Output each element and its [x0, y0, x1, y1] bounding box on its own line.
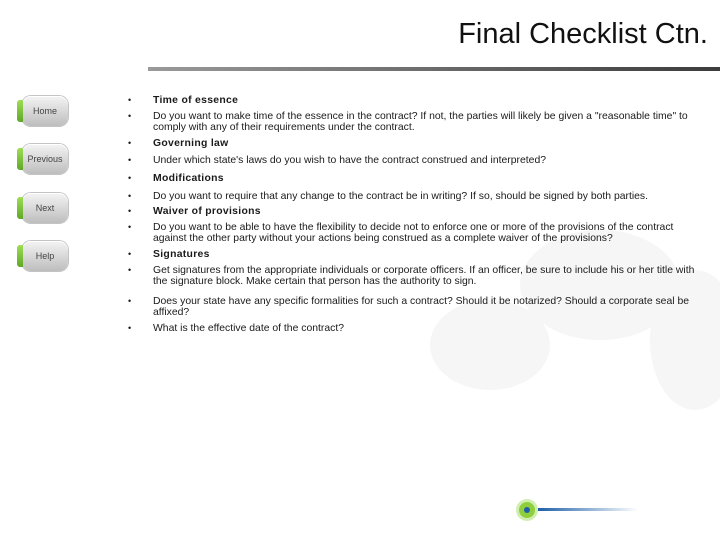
item-text: Does your state have any specific formalities for such a contract? Should it be notarized? Should a corporate seal be affixed? — [153, 295, 689, 319]
list-item — [128, 138, 698, 150]
item-text: Get signatures from the appropriate individuals or corporate officers. If an officer, be sure to include his or her title with the signature block. Make certain that person has the authority to sign. — [153, 264, 695, 288]
list-item — [128, 323, 698, 335]
list-item — [128, 191, 698, 203]
previous-button-label: Previous — [27, 154, 63, 164]
item-text: Under which state's laws do you wish to have the contract construed and interpreted? — [153, 155, 547, 167]
bullet: • — [128, 221, 132, 232]
list-item — [128, 265, 698, 288]
item-heading: Waiver of provisions — [153, 206, 261, 218]
list-item — [128, 206, 698, 218]
list-item — [128, 296, 698, 319]
home-button[interactable] — [22, 96, 68, 126]
logo-icon — [519, 502, 535, 518]
item-text: Do you want to require that any change to the contract be in writing? If so, should be signed by both parties. — [153, 190, 649, 202]
bullet: • — [128, 172, 132, 183]
next-button-label: Next — [35, 203, 55, 213]
home-button-label: Home — [32, 106, 57, 116]
bullet: • — [128, 95, 132, 105]
bullet: • — [128, 206, 132, 217]
bullet: • — [128, 155, 132, 166]
item-text: Do you want to make time of the essence in the contract? If not, the parties will likely be given a "reasonable time" to comply with any of their requirements under the contract. — [153, 110, 688, 134]
title-underline — [148, 67, 720, 71]
item-heading: Signatures — [153, 248, 210, 260]
list-item — [128, 173, 698, 185]
bullet: • — [128, 295, 132, 306]
list-item — [128, 155, 698, 167]
help-button-label: Help — [35, 251, 55, 261]
next-button[interactable] — [22, 193, 68, 223]
help-button[interactable] — [22, 241, 68, 271]
list-item — [128, 111, 698, 134]
item-heading: Time of essence — [153, 95, 239, 106]
bullet: • — [128, 264, 132, 275]
list-item — [128, 222, 698, 245]
bullet: • — [128, 322, 132, 333]
bullet: • — [128, 190, 132, 201]
page-title: Final Checklist Ctn. — [458, 18, 708, 50]
checklist — [128, 95, 698, 335]
bullet: • — [128, 137, 132, 148]
bullet: • — [128, 110, 132, 121]
bullet: • — [128, 248, 132, 259]
list-item — [128, 249, 698, 261]
item-text: Do you want to be able to have the flexibility to decide not to enforce one or more of the provisions of the contract against the other party without your actions being construed as a complete waiver of the provisions? — [153, 221, 674, 245]
logo-bar — [538, 508, 638, 511]
item-heading: Modifications — [153, 172, 224, 184]
item-text: What is the effective date of the contract? — [153, 322, 344, 334]
item-heading: Governing law — [153, 137, 229, 149]
list-item — [128, 95, 698, 107]
previous-button[interactable] — [22, 144, 68, 174]
